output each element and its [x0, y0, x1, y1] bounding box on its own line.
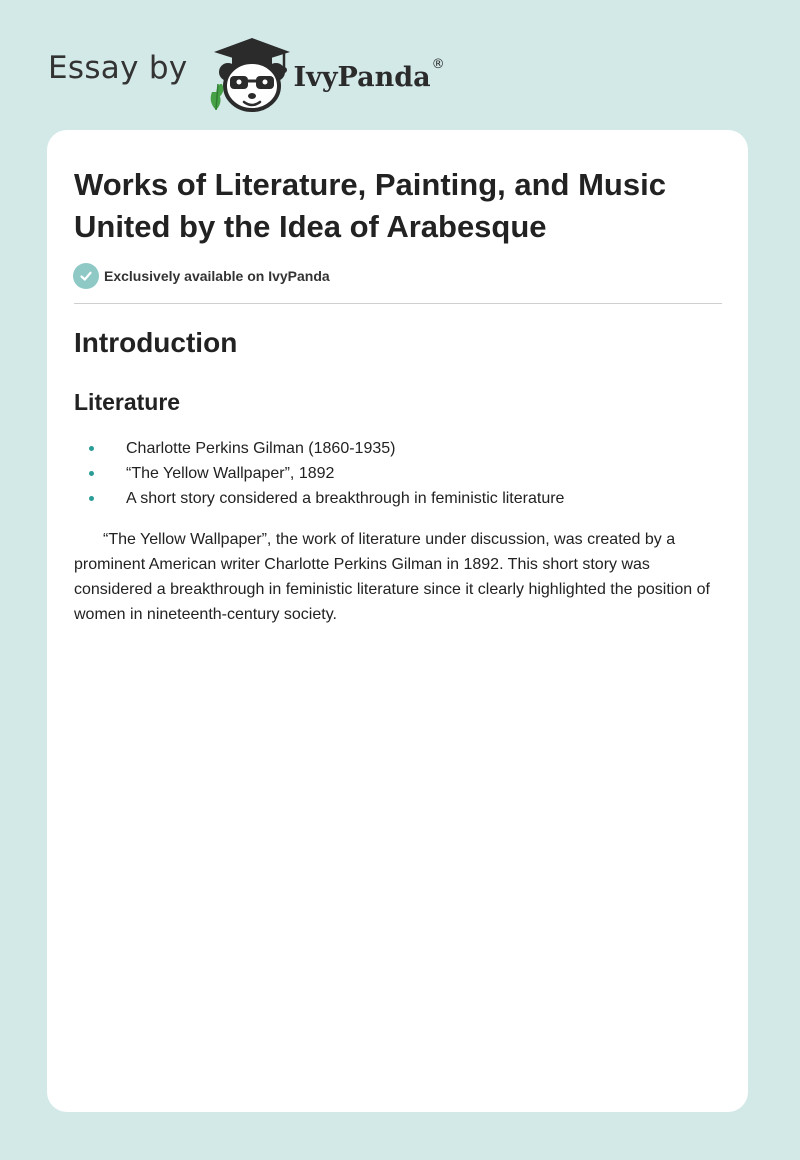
bullet-dot [89, 471, 94, 476]
brand-header [48, 34, 445, 114]
brand-name: IvyPanda [293, 61, 431, 93]
list-item-text: “The Yellow Wallpaper”, 1892 [126, 465, 335, 482]
registered-mark: ® [431, 56, 445, 72]
brand-prefix: Essay by [48, 50, 188, 86]
check-icon [73, 263, 99, 289]
exclusive-badge-text: Exclusively available on IvyPanda [104, 268, 330, 284]
list-item-text: Charlotte Perkins Gilman (1860-1935) [126, 440, 396, 457]
list-item [74, 461, 714, 486]
bullet-dot [89, 496, 94, 501]
list-item [74, 486, 714, 511]
panda-graduation-cap-icon [204, 34, 300, 114]
list-item-text: A short story considered a breakthrough in feministic literature [126, 490, 565, 507]
body-paragraph: “The Yellow Wallpaper”, the work of literature under discussion, was created by a prominent American writer Charlotte Perkins Gilman in 1892. This short story was considered a breakthrough in feministic literature since it clearly highlighted the position of women in nineteenth-century society. [74, 531, 710, 623]
divider [74, 303, 722, 304]
essay-card [47, 130, 748, 1112]
essay-title: Works of Literature, Painting, and Music United by the Idea of Arabesque [74, 167, 666, 244]
section-heading: Introduction [74, 327, 238, 358]
bullet-dot [89, 446, 94, 451]
list-item [74, 436, 714, 461]
bullet-list [74, 436, 714, 511]
exclusive-badge [73, 263, 330, 289]
subsection-heading: Literature [74, 389, 181, 415]
